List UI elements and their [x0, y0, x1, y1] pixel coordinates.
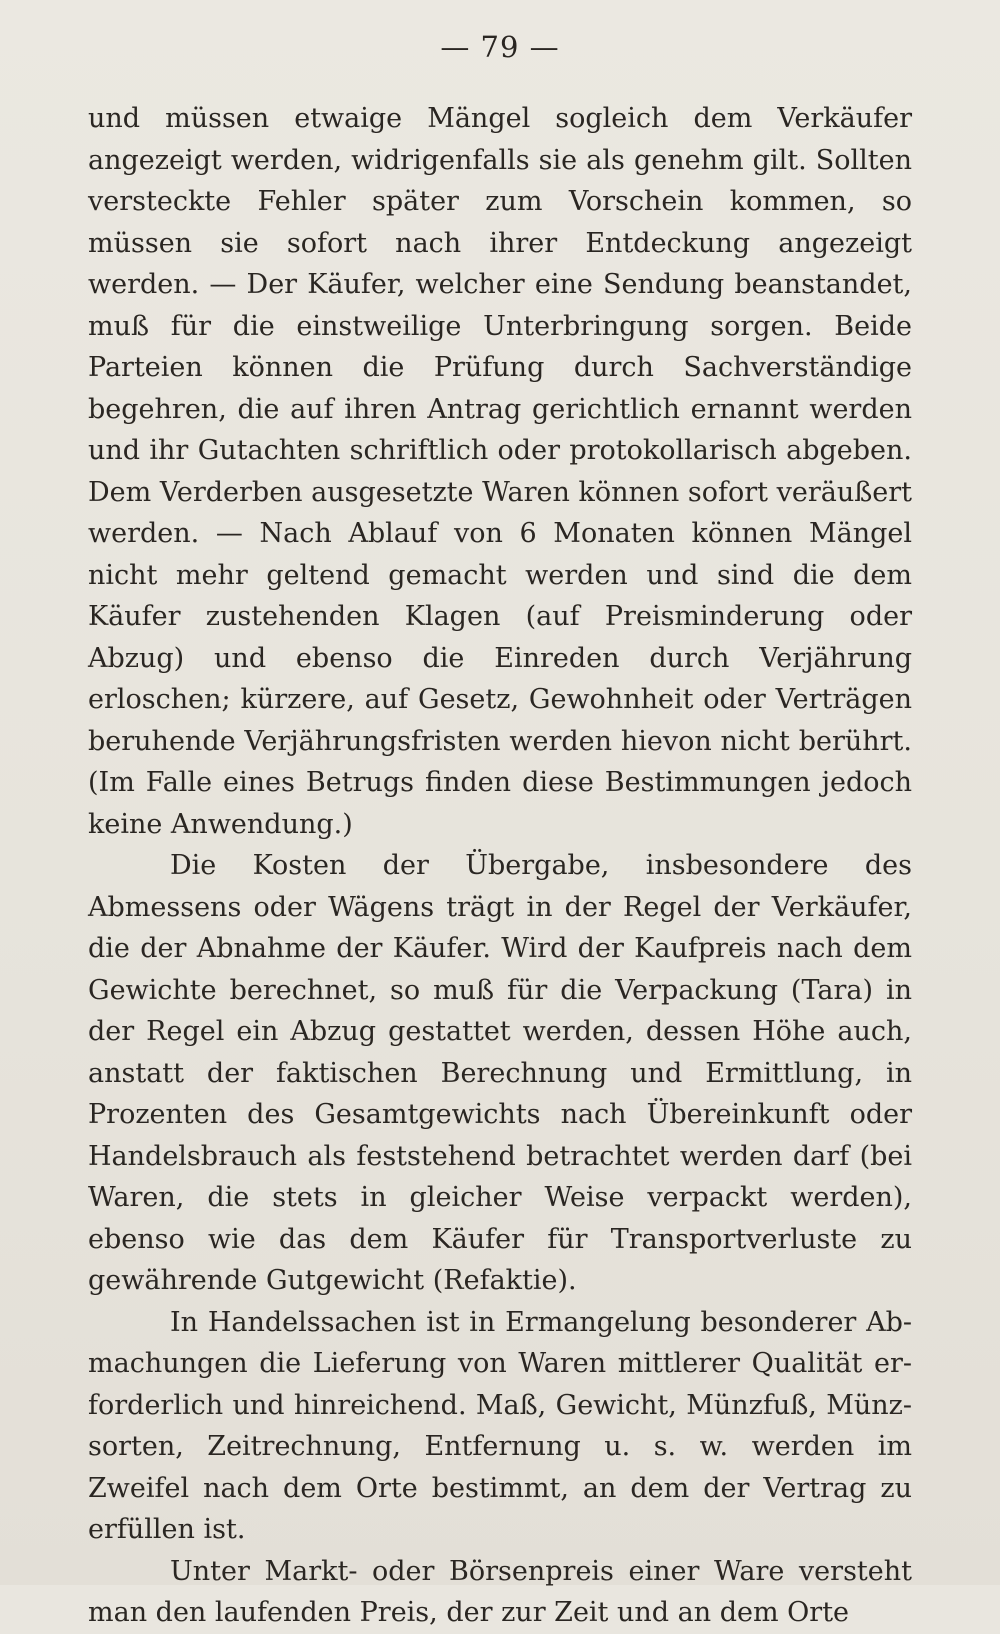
paragraph-costs-of-delivery: Die Kosten der Übergabe, insbesondere des Abmessens oder Wägens trägt in der Regel der Verkäufer, die der Abnahme der Käufer. Wird der Kaufpreis nach dem Gewichte berechnet, so muß für die Verpackung (Tara) in der Regel ein Abzug gestattet werden, dessen Höhe auch, anstatt der faktischen Berechnung und Ermittlung, in Prozenten des Gesamtgewichts nach Übereinkunft oder Handelsbrauch als feststehend betrachtet werden darf (bei Waren, die stets in gleicher Weise verpackt werden), ebenso wie das dem Käufer für Transportverluste zu gewährende Gutgewicht (Refaktie).	[88, 850, 912, 1296]
paragraph-quality-and-measures: In Handelssachen ist in Ermangelung besonderer Abmachungen die Lieferung von Waren mittlerer Qualität erforderlich und hinreichend. Maß, Gewicht, Münzfuß, Münzsorten, Zeitrechnung, Entfernung u. s. w. werden im Zweifel nach dem Orte bestimmt, an dem der Vertrag zu erfüllen ist.	[88, 1306, 912, 1545]
body-text	[88, 98, 912, 1634]
paragraph-market-price: Unter Markt- oder Börsenpreis einer Ware versteht man den laufenden Preis, der zur Zeit und an dem Orte	[88, 1555, 912, 1628]
page-number: — 79 —	[440, 30, 560, 64]
paragraph-defects: und müssen etwaige Mängel sogleich dem Verkäufer angezeigt werden, widrigenfalls sie als genehm gilt. Sollten versteckte Fehler später zum Vorschein kommen, so müssen sie sofort nach ihrer Entdeckung angezeigt werden. — Der Käufer, welcher eine Sendung beanstandet, muß für die einstweilige Unterbringung sorgen. Beide Parteien können die Prüfung durch Sachverständige begehren, die auf ihren Antrag gerichtlich ernannt werden und ihr Gutachten schriftlich oder protokollarisch abgeben. Dem Verderben ausgesetzte Waren können sofort veräußert werden. — Nach Ablauf von 6 Monaten können Mängel nicht mehr geltend gemacht werden und sind die dem Käufer zustehenden Klagen (auf Preisminderung oder Abzug) und ebenso die Einreden durch Verjährung erloschen; kürzere, auf Gesetz, Gewohnheit oder Verträgen beruhende Verjährungsfristen werden hievon nicht berührt. (Im Falle eines Betrugs finden diese Bestimmungen jedoch keine Anwendung.)	[88, 103, 912, 840]
